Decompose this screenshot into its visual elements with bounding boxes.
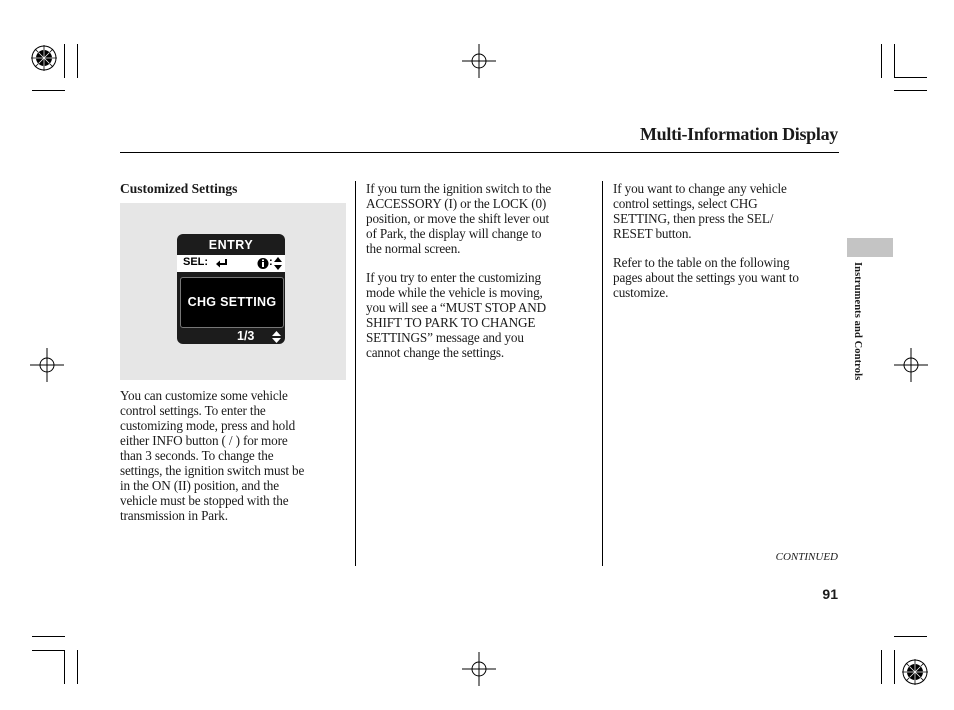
text-line: RESET button.	[613, 226, 692, 241]
text-line: of Park, the display will change to	[366, 226, 542, 241]
column-3-text	[613, 181, 799, 314]
column-divider	[355, 181, 356, 566]
text-line: control settings, select CHG	[613, 196, 758, 211]
text-line: settings, the ignition switch must be	[120, 463, 305, 478]
text-line: position, or move the shift lever out	[366, 211, 550, 226]
display-figure	[120, 203, 346, 380]
crosshair-icon	[462, 652, 496, 686]
text-line: If you turn the ignition switch to the	[366, 181, 552, 196]
text-line: You can customize some vehicle	[120, 388, 288, 403]
crosshair-icon	[894, 348, 928, 382]
text-line: either INFO button ( / ) for more	[120, 433, 288, 448]
lcd-entry-label: ENTRY	[208, 238, 254, 252]
paragraph	[613, 181, 799, 241]
page-number: 91	[822, 586, 838, 602]
lcd-sel-label: SEL:	[183, 256, 209, 268]
section-heading: Customized Settings	[120, 181, 238, 196]
up-down-arrows-icon	[274, 257, 282, 270]
lcd-control-strip	[177, 255, 285, 272]
registration-mark-icon	[30, 44, 58, 72]
text-line: customize.	[613, 285, 669, 300]
registration-mark-icon	[901, 658, 929, 686]
text-line: SETTING, then press the SEL/	[613, 211, 774, 226]
text-line: SHIFT TO PARK TO CHANGE	[366, 315, 536, 330]
text-line: If you try to enter the customizing	[366, 270, 541, 285]
header-rule	[120, 152, 839, 153]
text-line: If you want to change any vehicle	[613, 181, 787, 196]
text-line: Refer to the table on the following	[613, 255, 790, 270]
column-divider	[602, 181, 603, 566]
paragraph	[613, 255, 799, 300]
up-down-arrows-icon	[272, 331, 281, 344]
text-line: in the ON (II) position, and the	[120, 478, 279, 493]
text-line: pages about the settings you want to	[613, 270, 799, 285]
column-1-text	[120, 388, 304, 523]
enter-arrow-icon	[215, 258, 229, 269]
text-line: than 3 seconds. To change the	[120, 448, 274, 463]
text-line: vehicle must be stopped with the	[120, 493, 289, 508]
lcd-screen	[177, 234, 285, 344]
text-line: mode while the vehicle is moving,	[366, 285, 543, 300]
lcd-page-indicator: 1/3	[237, 329, 255, 343]
info-icon	[257, 257, 269, 270]
column-2-text	[366, 181, 551, 374]
lcd-info-label: :	[269, 256, 273, 268]
text-line: control settings. To enter the	[120, 403, 266, 418]
page-title: Multi-Information Display	[639, 124, 838, 144]
crosshair-icon	[462, 44, 496, 78]
text-line: the normal screen.	[366, 241, 461, 256]
text-line: ACCESSORY (I) or the LOCK (0)	[366, 196, 547, 211]
continued-label: CONTINUED	[775, 551, 838, 563]
text-line: transmission in Park.	[120, 508, 228, 523]
section-tab-label: Instruments and Controls	[852, 262, 863, 381]
crosshair-icon	[30, 348, 64, 382]
section-tab	[847, 238, 893, 257]
paragraph	[366, 270, 551, 360]
text-line: you will see a “MUST STOP AND	[366, 300, 547, 315]
lcd-setting-label: CHG SETTING	[187, 295, 277, 309]
text-line: customizing mode, press and hold	[120, 418, 296, 433]
text-line: SETTINGS” message and you	[366, 330, 524, 345]
paragraph	[366, 181, 551, 256]
text-line: cannot change the settings.	[366, 345, 505, 360]
